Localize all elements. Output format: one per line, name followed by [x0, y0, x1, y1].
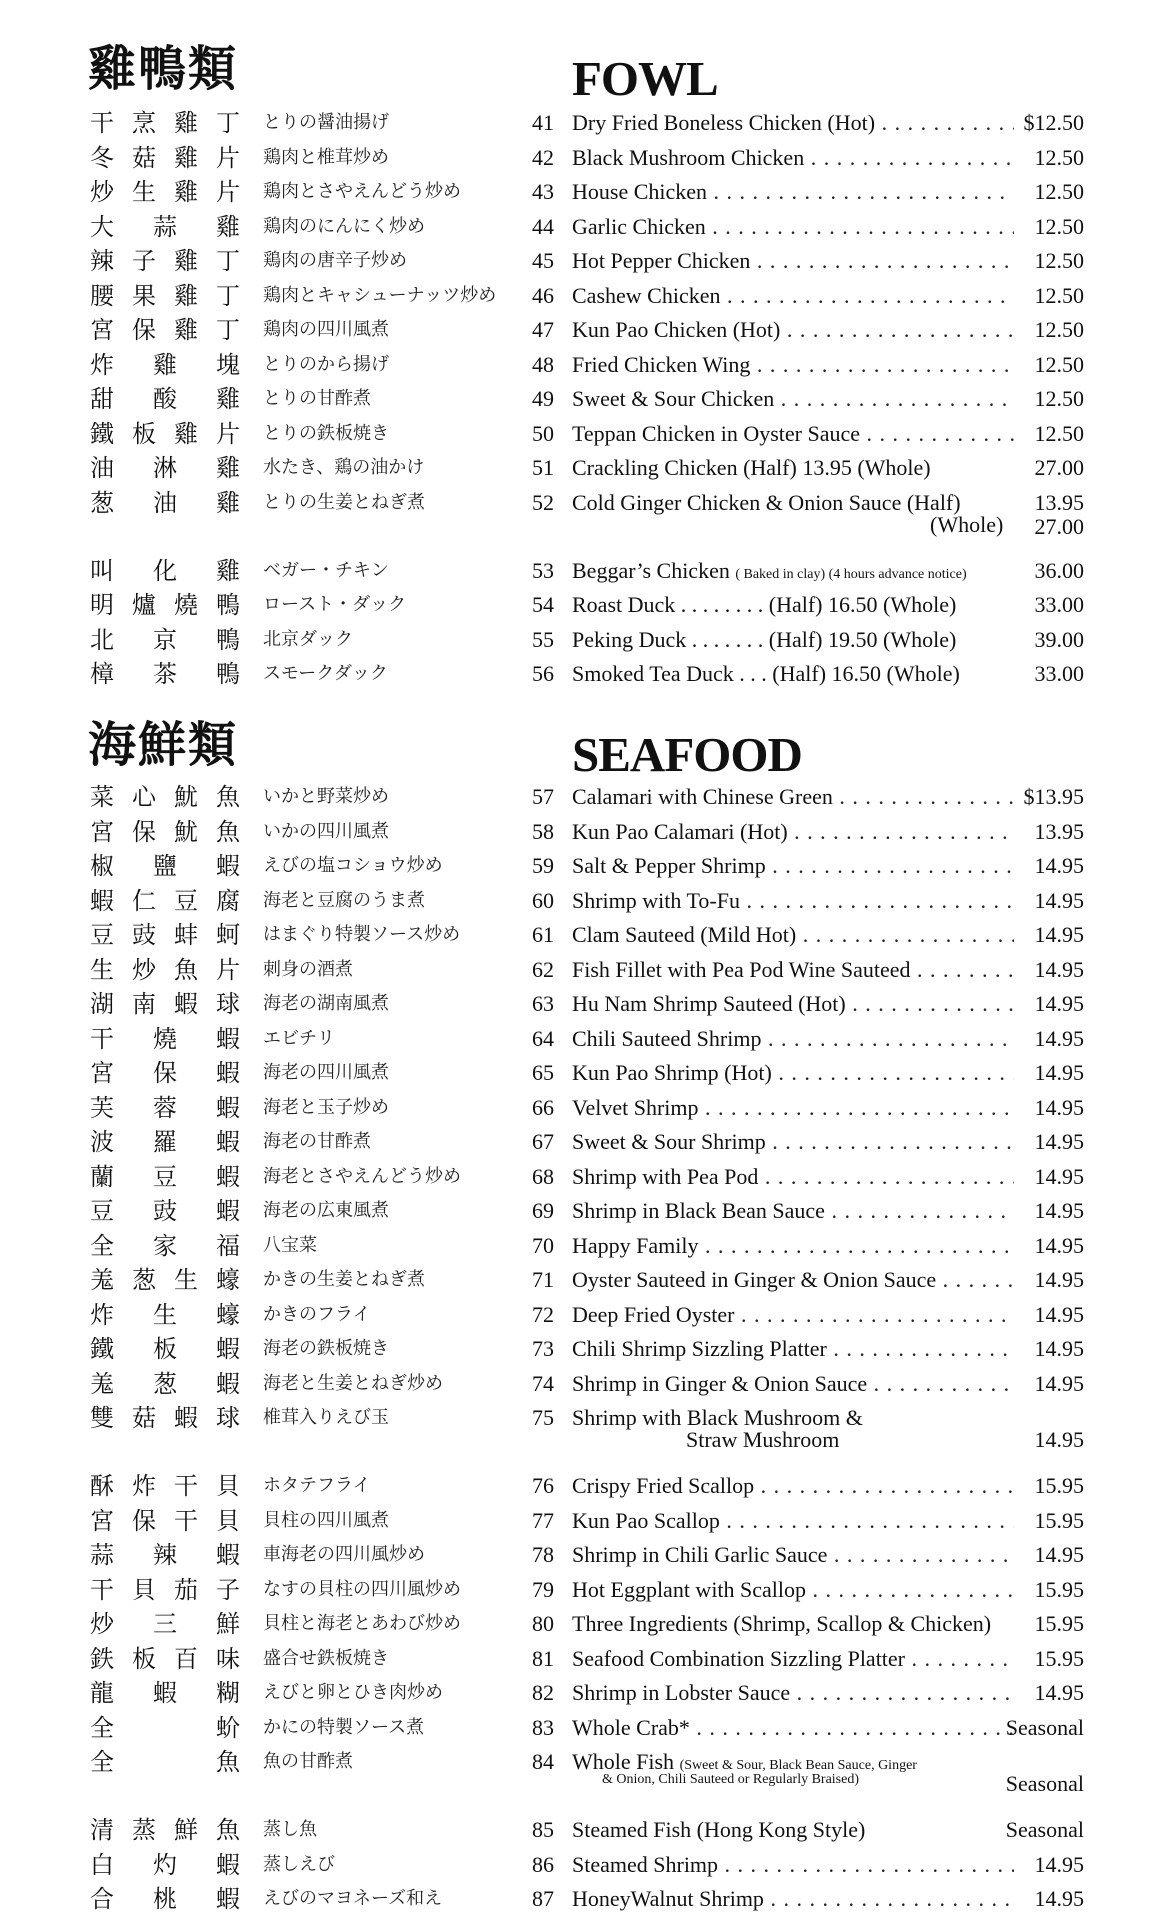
item-japanese-name: 車海老の四川風炒め: [263, 1544, 425, 1565]
menu-item: [0, 588, 1166, 623]
item-japanese-name: 刺身の酒煮: [263, 958, 353, 980]
item-chinese-name: 椒 鹽 蝦: [90, 852, 240, 880]
item-number: 49: [532, 386, 554, 411]
item-japanese-name: いかと野菜炒め: [263, 786, 389, 807]
item-price: 14.95: [1034, 991, 1084, 1016]
item-number: 41: [532, 110, 554, 135]
item-number: 85: [532, 1817, 554, 1842]
item-chinese-name: 雙 菇 蝦 球: [90, 1404, 240, 1432]
item-number: 68: [532, 1163, 554, 1189]
item-price: 27.00: [1034, 455, 1084, 480]
item-english-name: Shrimp in Ginger & Onion Sauce: [572, 1370, 868, 1396]
item-price: 14.95: [1034, 1851, 1084, 1877]
item-english-name: Chili Shrimp Sizzling Platter: [572, 1336, 827, 1361]
item-price: 14.95: [1034, 1336, 1084, 1361]
item-chinese-name: 甜 酸 雞: [90, 385, 240, 413]
item-number: 47: [532, 317, 554, 342]
item-english-name: Kun Pao Calamari (Hot): [572, 818, 788, 844]
item-price: 12.50: [1034, 144, 1084, 170]
item-price: 39.00: [1034, 626, 1084, 652]
item-price: 14.95: [1034, 1198, 1084, 1223]
item-english-name: Hu Nam Shrimp Sauteed (Hot): [572, 991, 846, 1016]
item-english-name-line2: (Whole): [930, 511, 1004, 537]
item-number: 70: [532, 1232, 554, 1258]
item-japanese-name: 盛合せ鉄板焼き: [263, 1647, 389, 1669]
item-japanese-name: 鶏肉の四川風煮: [263, 319, 389, 340]
item-japanese-name: 海老の鉄板焼き: [263, 1338, 389, 1359]
item-chinese-name: 葱 油 雞: [90, 488, 240, 517]
menu-item: [0, 451, 1166, 486]
item-chinese-name: 宮 保 雞 丁: [90, 316, 240, 344]
menu-item: [0, 1469, 1166, 1504]
item-number: 54: [532, 592, 554, 617]
item-number: 76: [532, 1473, 554, 1498]
item-chinese-name: 冬 菇 雞 片: [90, 143, 240, 172]
item-japanese-name: 海老と玉子炒め: [263, 1096, 389, 1118]
menu-item: [0, 1194, 1166, 1229]
item-english-name: Beggar’s Chicken: [572, 557, 730, 583]
item-chinese-name: 炸 生 蠔: [90, 1300, 240, 1329]
menu-item: [0, 1573, 1166, 1608]
item-japanese-name: 海老の湖南風煮: [263, 993, 389, 1014]
item-english-name: Crispy Fried Scallop: [572, 1473, 755, 1498]
item-chinese-name: 菜 心 魷 魚: [90, 783, 240, 811]
item-price-whole: 27.00: [1034, 513, 1084, 539]
item-english-name: Velvet Shrimp: [572, 1094, 699, 1120]
item-number: 64: [532, 1025, 554, 1051]
item-japanese-name: 鶏肉のにんにく炒め: [263, 215, 425, 237]
menu-item: [0, 884, 1166, 919]
item-chinese-name: 豆 豉 蚌 蚵: [90, 921, 240, 949]
item-price: 15.95: [1034, 1576, 1084, 1602]
item-japanese-name: とりの醤油揚げ: [263, 112, 389, 133]
item-number: 65: [532, 1060, 554, 1085]
item-number: 77: [532, 1507, 554, 1533]
menu-item: [0, 279, 1166, 314]
item-japanese-name: とりの鉄板焼き: [263, 422, 389, 444]
item-japanese-name: 水たき、鶏の油かけ: [263, 457, 425, 478]
menu-item: [0, 849, 1166, 884]
item-japanese-name: えびのマヨネーズ和え: [263, 1888, 443, 1909]
item-number: 53: [532, 557, 554, 583]
item-english-name: Three Ingredients (Shrimp, Scallop & Chicken): [572, 1611, 992, 1636]
menu-item: [0, 1607, 1166, 1642]
menu-item: [0, 244, 1166, 279]
item-english-name: Fried Chicken Wing: [572, 351, 751, 377]
item-note: (Sweet & Sour, Black Bean Sauce, Ginger: [679, 1758, 917, 1773]
item-price: 14.95: [1034, 922, 1084, 947]
menu-item: [0, 1745, 1166, 1799]
seafood-heading-en: SEAFOOD: [572, 727, 802, 782]
menu-item: [0, 1263, 1166, 1298]
item-japanese-name: えびと卵とひき肉炒め: [263, 1682, 443, 1703]
item-number: 42: [532, 144, 554, 170]
item-english-name: Deep Fried Oyster: [572, 1301, 735, 1327]
item-price: 33.00: [1034, 592, 1084, 617]
item-number: 57: [532, 784, 554, 809]
menu-item: [0, 1332, 1166, 1367]
menu-item: [0, 348, 1166, 383]
item-price: 14.95: [1034, 887, 1084, 913]
item-number: 81: [532, 1645, 554, 1671]
item-english-name: Shrimp in Black Bean Sauce: [572, 1198, 825, 1223]
item-english-name: Happy Family: [572, 1232, 699, 1258]
item-number: 84: [532, 1749, 554, 1774]
item-english-name: Sweet & Sour Shrimp: [572, 1129, 766, 1154]
item-english-name: Steamed Shrimp: [572, 1851, 719, 1877]
menu-item: [0, 623, 1166, 658]
item-number: 74: [532, 1370, 554, 1396]
item-chinese-name: 全 蚧: [90, 1713, 240, 1742]
item-number: 75: [532, 1405, 554, 1430]
item-english-name: Steamed Fish (Hong Kong Style): [572, 1817, 866, 1842]
item-chinese-name: 大 蒜 雞: [90, 212, 240, 241]
item-price: 15.95: [1034, 1611, 1084, 1636]
item-chinese-name: 干 貝 茄 子: [90, 1575, 240, 1604]
item-number: 83: [532, 1714, 554, 1740]
item-price: 12.50: [1034, 317, 1084, 342]
item-japanese-name: 八宝菜: [263, 1234, 317, 1256]
menu-item: [0, 657, 1166, 692]
item-chinese-name: 生 炒 魚 片: [90, 955, 240, 984]
item-number: 63: [532, 991, 554, 1016]
item-chinese-name: 蒜 辣 蝦: [90, 1541, 240, 1569]
item-english-name: Kun Pao Shrimp (Hot): [572, 1060, 772, 1085]
item-chinese-name: 全 家 福: [90, 1231, 240, 1260]
item-english-name: Cold Ginger Chicken & Onion Sauce (Half): [572, 489, 961, 515]
item-number: 50: [532, 420, 554, 446]
item-english-name: Shrimp in Lobster Sauce: [572, 1680, 791, 1705]
menu-item: [0, 1676, 1166, 1711]
item-chinese-name: 鐵 板 雞 片: [90, 419, 240, 448]
item-number: 66: [532, 1094, 554, 1120]
item-number: 55: [532, 626, 554, 652]
item-chinese-name: 波 羅 蝦: [90, 1128, 240, 1156]
item-english-name: Fish Fillet with Pea Pod Wine Sauteed: [572, 956, 911, 982]
item-english-name: Cashew Chicken: [572, 282, 721, 308]
menu-item: [0, 1848, 1166, 1883]
item-japanese-name: 海老の広東風煮: [263, 1200, 389, 1221]
item-number: 43: [532, 179, 554, 204]
item-english-name: Shrimp with To-Fu: [572, 887, 740, 913]
item-english-name: Whole Crab*: [572, 1714, 690, 1740]
item-price: 15.95: [1034, 1507, 1084, 1533]
item-price: 14.95: [1034, 1370, 1084, 1396]
item-chinese-name: 油 淋 雞: [90, 454, 240, 482]
menu-item: [0, 987, 1166, 1022]
item-price: 15.95: [1034, 1473, 1084, 1498]
item-english-name: Whole Fish: [572, 1749, 675, 1774]
item-number: 72: [532, 1301, 554, 1327]
item-number: 60: [532, 887, 554, 913]
item-number: 52: [532, 489, 554, 515]
item-chinese-name: 叫 化 雞: [90, 556, 240, 585]
item-number: 62: [532, 956, 554, 982]
item-chinese-name: 全 魚: [90, 1748, 240, 1776]
item-price: 14.95: [1034, 1129, 1084, 1154]
item-price: 12.50: [1034, 248, 1084, 273]
item-number: 87: [532, 1886, 554, 1911]
menu-item: [0, 1504, 1166, 1539]
item-chinese-name: 干 烹 雞 丁: [90, 109, 240, 137]
item-japanese-name: とりの甘酢煮: [263, 388, 371, 409]
item-chinese-name: 宮 保 蝦: [90, 1059, 240, 1087]
item-number: 71: [532, 1267, 554, 1292]
item-english-name: Black Mushroom Chicken: [572, 144, 805, 170]
fowl-heading-en: FOWL: [572, 51, 718, 106]
item-chinese-name: 酥 炸 干 貝: [90, 1472, 240, 1500]
menu-item: [0, 210, 1166, 245]
item-japanese-name: なすの貝柱の四川風炒め: [263, 1578, 461, 1600]
fowl-heading-cn: 雞鴨類: [88, 41, 239, 97]
item-price: 14.95: [1034, 1542, 1084, 1567]
item-number: 67: [532, 1129, 554, 1154]
menu-item: [0, 106, 1166, 141]
item-chinese-name: 龍 蝦 糊: [90, 1679, 240, 1707]
item-english-name: Hot Pepper Chicken: [572, 248, 751, 273]
item-chinese-name: 芙 蓉 蝦: [90, 1093, 240, 1122]
item-english-name: Kun Pao Scallop: [572, 1507, 720, 1533]
item-japanese-name: ホタテフライ: [263, 1475, 371, 1496]
item-english-name: Oyster Sauteed in Ginger & Onion Sauce: [572, 1267, 937, 1292]
item-price: 12.50: [1034, 179, 1084, 204]
menu-item: [0, 554, 1166, 589]
item-japanese-name: 椎茸入りえび玉: [263, 1407, 389, 1428]
item-english-name: Chili Sauteed Shrimp: [572, 1025, 762, 1051]
item-price: 14.95: [1034, 1060, 1084, 1085]
item-japanese-name: 蒸しえび: [263, 1853, 335, 1875]
item-english-name-line2: & Onion, Chili Sauteed or Regularly Braised): [602, 1772, 860, 1787]
menu-item: [0, 815, 1166, 850]
item-chinese-name: 宮 保 魷 魚: [90, 817, 240, 846]
item-english-name: Crackling Chicken (Half) 13.95 (Whole): [572, 455, 931, 480]
item-note: ( Baked in clay) (4 hours advance notice): [735, 566, 967, 582]
item-japanese-name: ベガー・チキン: [263, 559, 389, 581]
item-chinese-name: 豆 豉 蝦: [90, 1197, 240, 1225]
item-price: 14.95: [1034, 1267, 1084, 1292]
item-price: 12.50: [1034, 213, 1084, 239]
item-price: Seasonal: [1005, 1714, 1084, 1740]
item-chinese-name: 北 京 鴨: [90, 625, 240, 654]
item-chinese-name: 羗 葱 蝦: [90, 1369, 240, 1398]
item-english-name: Dry Fried Boneless Chicken (Hot): [572, 110, 876, 135]
item-japanese-name: いかの四川風煮: [263, 820, 389, 842]
item-japanese-name: 海老の甘酢煮: [263, 1131, 371, 1152]
item-price: 13.95: [1034, 818, 1084, 844]
item-price: 14.95: [1034, 1886, 1084, 1911]
menu-item: [0, 1160, 1166, 1195]
item-chinese-name: 湖 南 蝦 球: [90, 990, 240, 1018]
item-number: 69: [532, 1198, 554, 1223]
item-english-name: Shrimp with Pea Pod: [572, 1163, 759, 1189]
item-chinese-name: 炒 生 雞 片: [90, 178, 240, 206]
item-number: 61: [532, 922, 554, 947]
item-price: 14.95: [1034, 853, 1084, 878]
menu-item: [0, 175, 1166, 210]
menu-item: [0, 1298, 1166, 1333]
item-english-name: Shrimp in Chili Garlic Sauce: [572, 1542, 828, 1567]
menu-item: [0, 313, 1166, 348]
item-english-name: Sweet & Sour Chicken: [572, 386, 775, 411]
item-price: $12.50: [1023, 110, 1084, 135]
item-chinese-name: 辣 子 雞 丁: [90, 247, 240, 275]
item-number: 48: [532, 351, 554, 377]
menu-item: [0, 486, 1166, 540]
menu-item: [0, 1538, 1166, 1573]
item-english-name: Peking Duck . . . . . . . (Half) 19.50 (Whole): [572, 626, 957, 652]
item-chinese-name: 明 爐 燒 鴨: [90, 591, 240, 619]
item-japanese-name: ロースト・ダック: [263, 594, 407, 615]
item-chinese-name: 白 灼 蝦: [90, 1850, 240, 1879]
item-price: 12.50: [1034, 386, 1084, 411]
menu-item: [0, 1367, 1166, 1402]
item-price: 13.95: [1034, 489, 1084, 515]
item-english-name: Clam Sauteed (Mild Hot): [572, 922, 797, 947]
item-english-name-line2: Straw Mushroom: [686, 1427, 840, 1452]
menu-item: [0, 1056, 1166, 1091]
item-price: 33.00: [1034, 661, 1084, 686]
item-number: 45: [532, 248, 554, 273]
item-price: Seasonal: [1005, 1817, 1084, 1842]
menu-item: [0, 1401, 1166, 1455]
item-japanese-name: かきのフライ: [263, 1303, 371, 1325]
item-english-name: House Chicken: [572, 179, 708, 204]
item-price: 12.50: [1034, 420, 1084, 446]
menu-item: [0, 417, 1166, 452]
item-english-name: Smoked Tea Duck . . . (Half) 16.50 (Whole): [572, 661, 960, 686]
item-price: 14.95: [1034, 1301, 1084, 1327]
item-chinese-name: 炸 雞 塊: [90, 350, 240, 379]
menu-item: [0, 1091, 1166, 1126]
menu-item: [0, 1125, 1166, 1160]
item-chinese-name: 宮 保 干 貝: [90, 1506, 240, 1535]
item-english-name: Garlic Chicken: [572, 213, 706, 239]
item-price: 12.50: [1034, 351, 1084, 377]
item-japanese-name: 北京ダック: [263, 628, 353, 650]
menu-item: [0, 1229, 1166, 1264]
item-price: 14.95: [1034, 956, 1084, 982]
menu-item: [0, 953, 1166, 988]
item-japanese-name: 貝柱の四川風煮: [263, 1509, 389, 1531]
item-japanese-name: 海老と生姜とねぎ炒め: [263, 1372, 443, 1394]
item-price: 36.00: [1034, 557, 1084, 583]
menu-item: [0, 1642, 1166, 1677]
item-english-name: Calamari with Chinese Green: [572, 784, 833, 809]
item-number: 79: [532, 1576, 554, 1602]
item-japanese-name: 海老の四川風煮: [263, 1062, 389, 1083]
item-number: 44: [532, 213, 554, 239]
item-chinese-name: 清 蒸 鮮 魚: [90, 1816, 240, 1844]
seafood-section: [0, 780, 1166, 1917]
item-chinese-name: 樟 茶 鴨: [90, 660, 240, 688]
item-japanese-name: 鶏肉の唐辛子炒め: [263, 250, 407, 271]
item-japanese-name: かにの特製ソース煮: [263, 1716, 425, 1738]
menu-item: [0, 1813, 1166, 1848]
item-number: 51: [532, 455, 554, 480]
item-japanese-name: とりの生姜とねぎ煮: [263, 491, 425, 513]
item-chinese-name: 蘭 豆 蝦: [90, 1162, 240, 1191]
item-price: 14.95: [1034, 1232, 1084, 1258]
item-number: 80: [532, 1611, 554, 1636]
menu-item: [0, 1882, 1166, 1917]
item-english-name: Salt & Pepper Shrimp: [572, 853, 766, 878]
item-chinese-name: 腰 果 雞 丁: [90, 281, 240, 310]
menu-item: [0, 780, 1166, 815]
item-number: 73: [532, 1336, 554, 1361]
menu-item: [0, 1711, 1166, 1746]
item-price: 14.95: [1034, 1680, 1084, 1705]
item-number: 58: [532, 818, 554, 844]
item-japanese-name: スモークダック: [263, 663, 388, 684]
item-price: 14.95: [1034, 1025, 1084, 1051]
item-english-name: HoneyWalnut Shrimp: [572, 1886, 764, 1911]
item-english-name: Seafood Combination Sizzling Platter: [572, 1645, 906, 1671]
item-japanese-name: 蒸し魚: [263, 1819, 317, 1840]
item-chinese-name: 炒 三 鮮: [90, 1610, 240, 1638]
item-chinese-name: 羗 葱 生 蠔: [90, 1266, 240, 1294]
item-japanese-name: はまぐり特製ソース炒め: [263, 924, 461, 945]
item-english-name: Teppan Chicken in Oyster Sauce: [572, 420, 861, 446]
item-chinese-name: 干 燒 蝦: [90, 1024, 240, 1053]
item-number: 78: [532, 1542, 554, 1567]
item-chinese-name: 鉄 板 百 味: [90, 1644, 240, 1673]
item-japanese-name: 鶏肉と椎茸炒め: [263, 146, 389, 168]
item-english-name: Roast Duck . . . . . . . . (Half) 16.50 (Whole): [572, 592, 957, 617]
item-number: 86: [532, 1851, 554, 1877]
fowl-section: [0, 106, 1166, 692]
item-number: 46: [532, 282, 554, 308]
item-japanese-name: エビチリ: [263, 1027, 335, 1049]
item-english-name: Hot Eggplant with Scallop: [572, 1576, 807, 1602]
menu-item: [0, 382, 1166, 417]
item-japanese-name: 貝柱と海老とあわび炒め: [263, 1613, 461, 1634]
seafood-heading-cn: 海鮮類: [88, 717, 239, 773]
item-japanese-name: 魚の甘酢煮: [263, 1751, 353, 1772]
item-price: 14.95: [1034, 1094, 1084, 1120]
menu-item: [0, 1022, 1166, 1057]
item-price: Seasonal: [1005, 1771, 1084, 1796]
item-japanese-name: とりのから揚げ: [263, 353, 389, 375]
item-chinese-name: 蝦 仁 豆 腐: [90, 886, 240, 915]
menu-item: [0, 918, 1166, 953]
item-japanese-name: 鶏肉とキャシューナッツ炒め: [263, 284, 497, 306]
item-price: 15.95: [1034, 1645, 1084, 1671]
item-price: 14.95: [1034, 1427, 1084, 1452]
item-english-name: Kun Pao Chicken (Hot): [572, 317, 781, 342]
item-japanese-name: 鶏肉とさやえんどう炒め: [263, 181, 461, 202]
item-japanese-name: えびの塩コショウ炒め: [263, 855, 443, 876]
item-chinese-name: 合 桃 蝦: [90, 1885, 240, 1913]
item-chinese-name: 鐵 板 蝦: [90, 1335, 240, 1363]
item-price: $13.95: [1023, 784, 1084, 809]
item-english-name: Shrimp with Black Mushroom &: [572, 1405, 863, 1430]
item-number: 56: [532, 661, 554, 686]
menu-item: [0, 141, 1166, 176]
item-price: 14.95: [1034, 1163, 1084, 1189]
item-number: 59: [532, 853, 554, 878]
item-price: 12.50: [1034, 282, 1084, 308]
item-japanese-name: かきの生姜とねぎ煮: [263, 1269, 425, 1290]
item-japanese-name: 海老と豆腐のうま煮: [263, 889, 425, 911]
item-number: 82: [532, 1680, 554, 1705]
item-japanese-name: 海老とさやえんどう炒め: [263, 1165, 461, 1187]
